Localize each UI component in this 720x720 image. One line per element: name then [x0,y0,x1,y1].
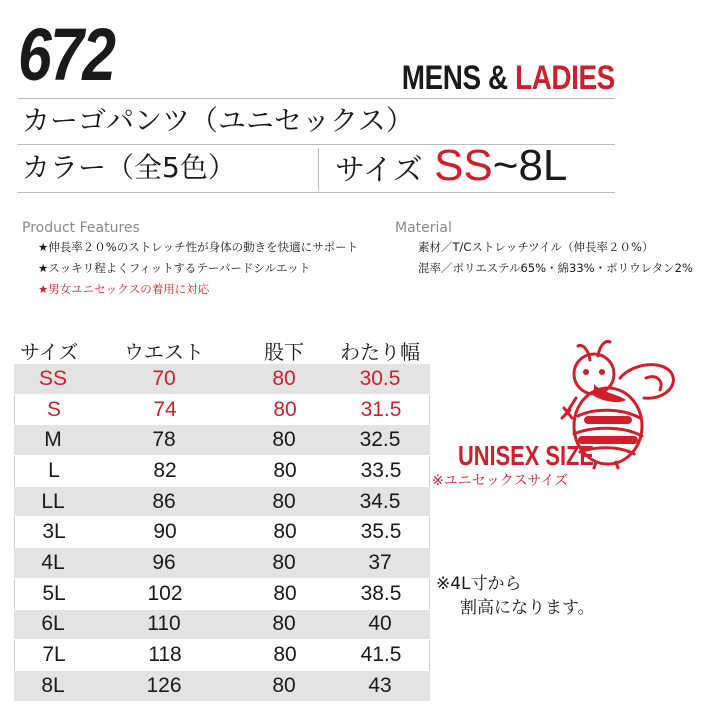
features-heading: Product Features [22,220,140,236]
material-item: 混率／ポリエステル65%・綿33%・ポリウレタン2% [418,261,693,275]
price-note [436,572,595,620]
divider-bottom [18,192,615,193]
price-note-line2: 割高になります。 [460,598,595,618]
cell-inseam: 80 [273,458,297,482]
cell-inseam: 80 [272,612,296,636]
cell-waist: 96 [152,550,176,574]
header-thigh: わたり幅 [340,339,420,364]
feature-item: ★スッキリ程よくフィットするテーパードシルエット [38,261,311,275]
size-end: ~8L [492,141,568,190]
cell-thigh: 37 [368,550,392,574]
cell-waist: 102 [147,581,183,605]
table-row [14,579,430,610]
size-table-header [14,336,430,364]
model-number: 672 [18,13,115,96]
cell-waist: 82 [153,458,177,482]
size-table-body [14,364,430,702]
cell-thigh: 35.5 [360,520,402,544]
gender-mens: MENS & [401,59,508,97]
gender-label [402,60,615,96]
cell-thigh: 41.5 [360,643,402,667]
table-row [14,517,430,548]
cell-thigh: 30.5 [359,366,401,390]
table-row [14,487,430,518]
vertical-divider [318,148,319,190]
cell-inseam: 80 [272,428,296,452]
cell-size: 8L [41,673,65,697]
table-row [14,610,430,641]
product-name: カーゴパンツ（ユニセックス） [22,104,414,137]
unisex-size-note: ※ユニセックスサイズ [432,473,569,489]
cell-waist: 70 [152,366,176,390]
cell-thigh: 31.5 [360,397,402,421]
color-count: カラー（全5色） [22,151,236,184]
unisex-size-title: UNISEX SIZE [458,440,594,471]
cell-inseam: 80 [273,643,297,667]
cell-waist: 86 [152,489,176,513]
table-row [14,395,430,426]
cell-waist: 78 [152,428,176,452]
cell-size: LL [41,489,65,513]
material-item: 素材／T/Cストレッチツイル（伸長率２０%） [418,240,654,254]
table-row [14,640,430,671]
gender-ladies: LADIES [515,59,615,97]
table-row [14,548,430,579]
header-waist: ウエスト [124,339,204,364]
header-inseam: 股下 [264,339,304,364]
cell-size: 6L [41,612,65,636]
size-table [14,336,430,702]
cell-size: S [46,397,61,421]
cell-size: 3L [42,520,66,544]
feature-item: ★伸長率２０%のストレッチ性が身体の動きを快適にサポート [38,240,359,254]
cell-waist: 74 [153,397,177,421]
cell-waist: 118 [148,643,182,667]
cell-thigh: 40 [368,612,392,636]
cell-inseam: 80 [272,673,296,697]
cell-inseam: 80 [273,520,297,544]
cell-size: L [48,458,60,482]
cell-thigh: 38.5 [360,581,402,605]
cell-thigh: 34.5 [359,489,401,513]
cell-thigh: 33.5 [360,458,402,482]
cell-inseam: 80 [272,550,296,574]
cell-inseam: 80 [273,397,297,421]
size-start: SS [434,141,493,190]
cell-size: SS [38,366,67,390]
cell-waist: 110 [147,612,181,636]
cell-thigh: 32.5 [359,428,401,452]
table-row [14,671,430,702]
cell-inseam: 80 [273,581,297,605]
cell-thigh: 43 [368,673,392,697]
price-note-line1: ※4L寸から [436,574,522,594]
table-row [14,456,430,487]
size-range [335,140,567,197]
size-label: サイズ [335,153,423,188]
cell-size: M [44,428,62,452]
cell-inseam: 80 [272,366,296,390]
cell-size: 5L [42,581,66,605]
header-size: サイズ [20,339,79,364]
cell-inseam: 80 [272,489,296,513]
material-list [418,239,693,281]
divider-top [18,98,615,99]
cell-size: 4L [41,550,65,574]
material-heading: Material [395,220,452,236]
cell-waist: 126 [146,673,182,697]
features-list [38,239,358,302]
cell-waist: 90 [153,520,177,544]
table-row [14,425,430,456]
cell-size: 7L [42,643,66,667]
feature-item-highlight: ★男女ユニセックスの着用に対応 [38,282,210,296]
table-row [14,364,430,395]
